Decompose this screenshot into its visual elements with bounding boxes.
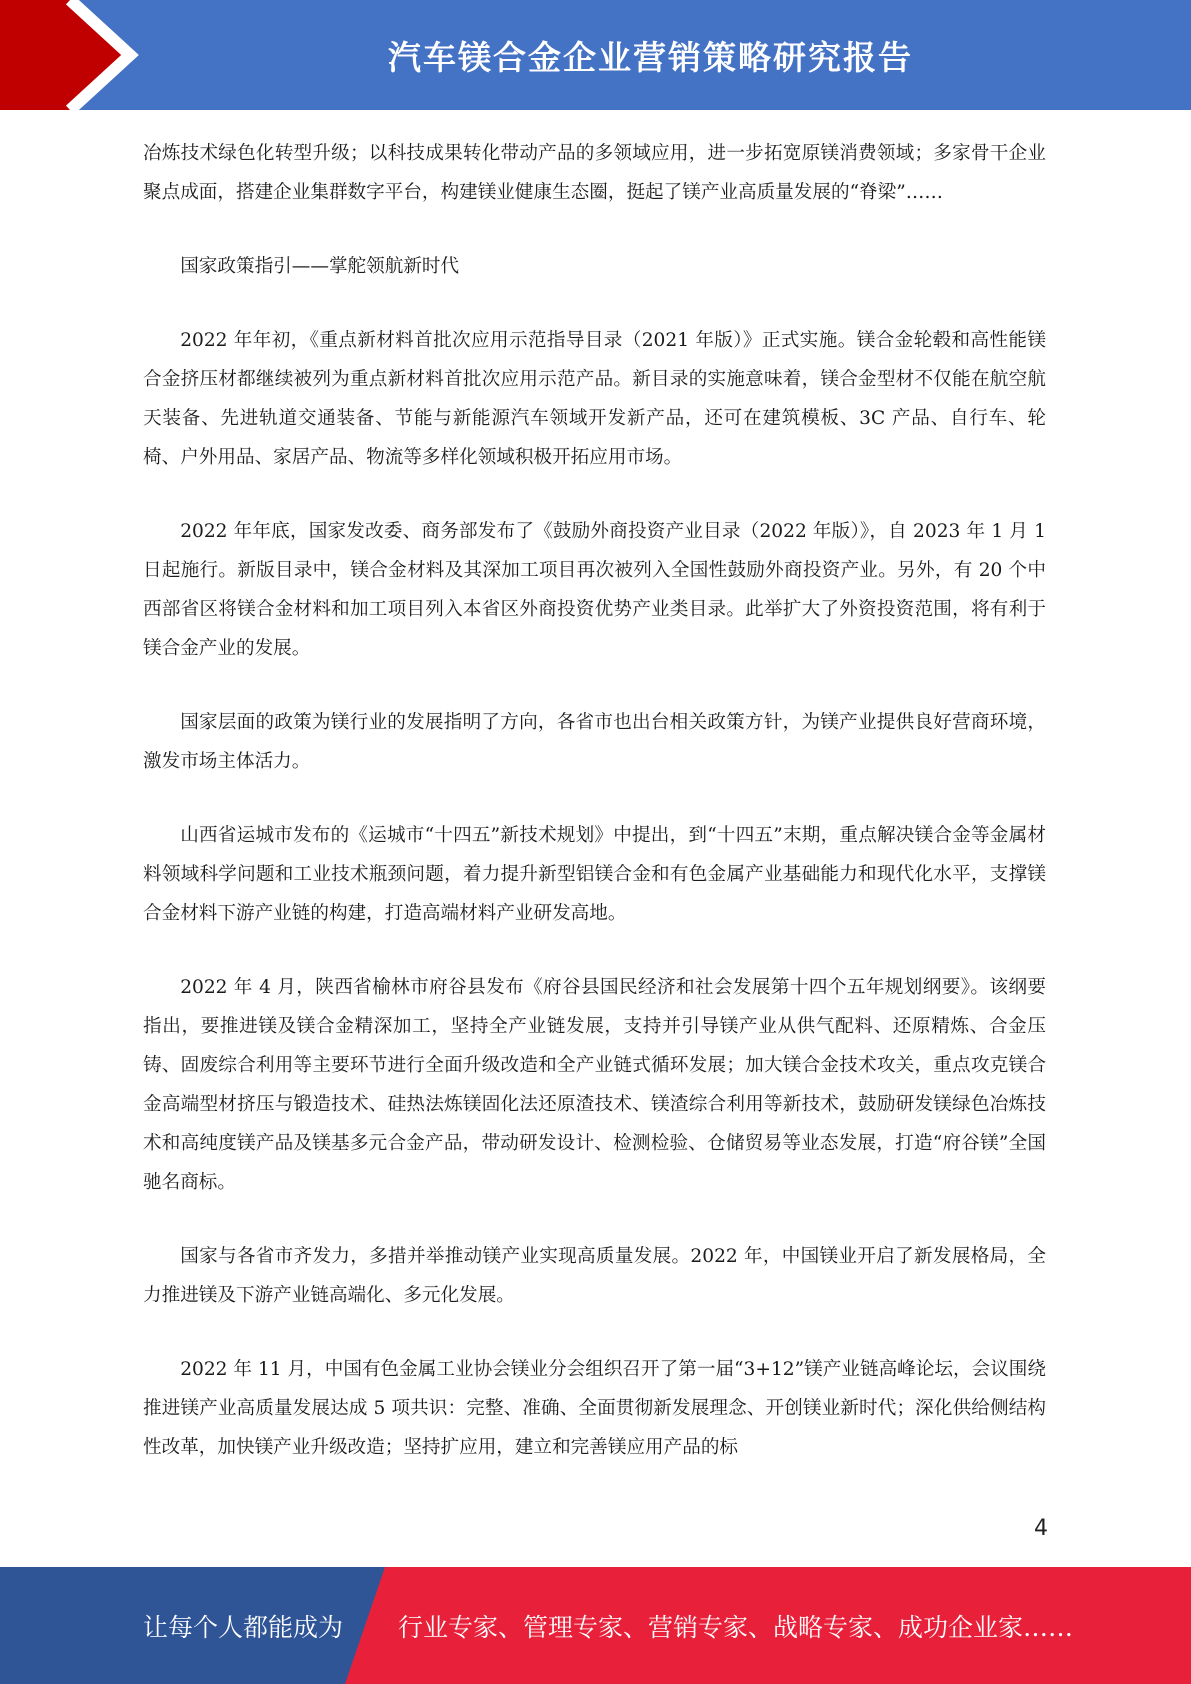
report-body — [143, 134, 1046, 1502]
paragraph: 2022 年 11 月，中国有色金属工业协会镁业分会组织召开了第一届“3+12”镁产业链高峰论坛，会议围绕推进镁产业高质量发展达成 5 项共识：完整、准确、全面贯彻新发展理念、开创镁业新时代；深化供给侧结构性改革，加快镁产业升级改造；坚持扩应用，建立和完善镁应用产品的标 — [143, 1359, 1046, 1458]
paragraph-continued: 冶炼技术绿色化转型升级；以科技成果转化带动产品的多领域应用，进一步拓宽原镁消费领域；多家骨干企业聚点成面，搭建企业集群数字平台，构建镁业健康生态圈，挺起了镁产业高质量发展的“脊梁”…… — [143, 143, 1046, 203]
paragraph: 国家与各省市齐发力，多措并举推动镁产业实现高质量发展。2022 年，中国镁业开启了新发展格局，全力推进镁及下游产业链高端化、多元化发展。 — [143, 1246, 1046, 1306]
page-footer — [0, 1567, 1191, 1684]
paragraph: 山西省运城市发布的《运城市“十四五”新技术规划》中提出，到“十四五”末期，重点解决镁合金等金属材料领域科学问题和工业技术瓶颈问题，着力提升新型铝镁合金和有色金属产业基础能力和现代化水平，支撑镁合金材料下游产业链的构建，打造高端材料产业研发高地。 — [143, 825, 1046, 924]
paragraph: 2022 年年初，《重点新材料首批次应用示范指导目录（2021 年版）》正式实施。镁合金轮毂和高性能镁合金挤压材都继续被列为重点新材料首批次应用示范产品。新目录的实施意味着，镁合金型材不仅能在航空航天装备、先进轨道交通装备、节能与新能源汽车领域开发新产品，还可在建筑模板、3C 产品、自行车、轮椅、户外用品、家居产品、物流等多样化领域积极开拓应用市场。 — [143, 330, 1046, 468]
paragraph: 2022 年年底，国家发改委、商务部发布了《鼓励外商投资产业目录（2022 年版）》，自 2023 年 1 月 1 日起施行。新版目录中，镁合金材料及其深加工项目再次被列入全国性鼓励外商投资产业。另外，有 20 个中西部省区将镁合金材料和加工项目列入本省区外商投资优势产业类目录。此举扩大了外资投资范围，将有利于镁合金产业的发展。 — [143, 521, 1046, 659]
page-number: 4 — [1034, 1516, 1048, 1541]
paragraph: 2022 年 4 月，陕西省榆林市府谷县发布《府谷县国民经济和社会发展第十四个五年规划纲要》。该纲要指出，要推进镁及镁合金精深加工，坚持全产业链发展，支持并引导镁产业从供气配料、还原精炼、合金压铸、固废综合利用等主要环节进行全面升级改造和全产业链式循环发展；加大镁合金技术攻关，重点攻克镁合金高端型材挤压与锻造技术、硅热法炼镁固化法还原渣技术、镁渣综合利用等新技术，鼓励研发镁绿色冶炼技术和高纯度镁产品及镁基多元合金产品，带动研发设计、检测检验、仓储贸易等业态发展，打造“府谷镁”全国驰名商标。 — [143, 977, 1046, 1193]
paragraph: 国家层面的政策为镁行业的发展指明了方向，各省市也出台相关政策方针，为镁产业提供良好营商环境，激发市场主体活力。 — [143, 712, 1046, 772]
footer-slogan-right: 行业专家、管理专家、营销专家、战略专家、成功企业家…… — [398, 1612, 1074, 1642]
section-heading: 国家政策指引——掌舵领航新时代 — [180, 256, 460, 277]
footer-slogan-left: 让每个人都能成为 — [143, 1612, 344, 1642]
report-title: 汽车镁合金企业营销策略研究报告 — [388, 37, 913, 77]
page-header — [0, 0, 1191, 110]
